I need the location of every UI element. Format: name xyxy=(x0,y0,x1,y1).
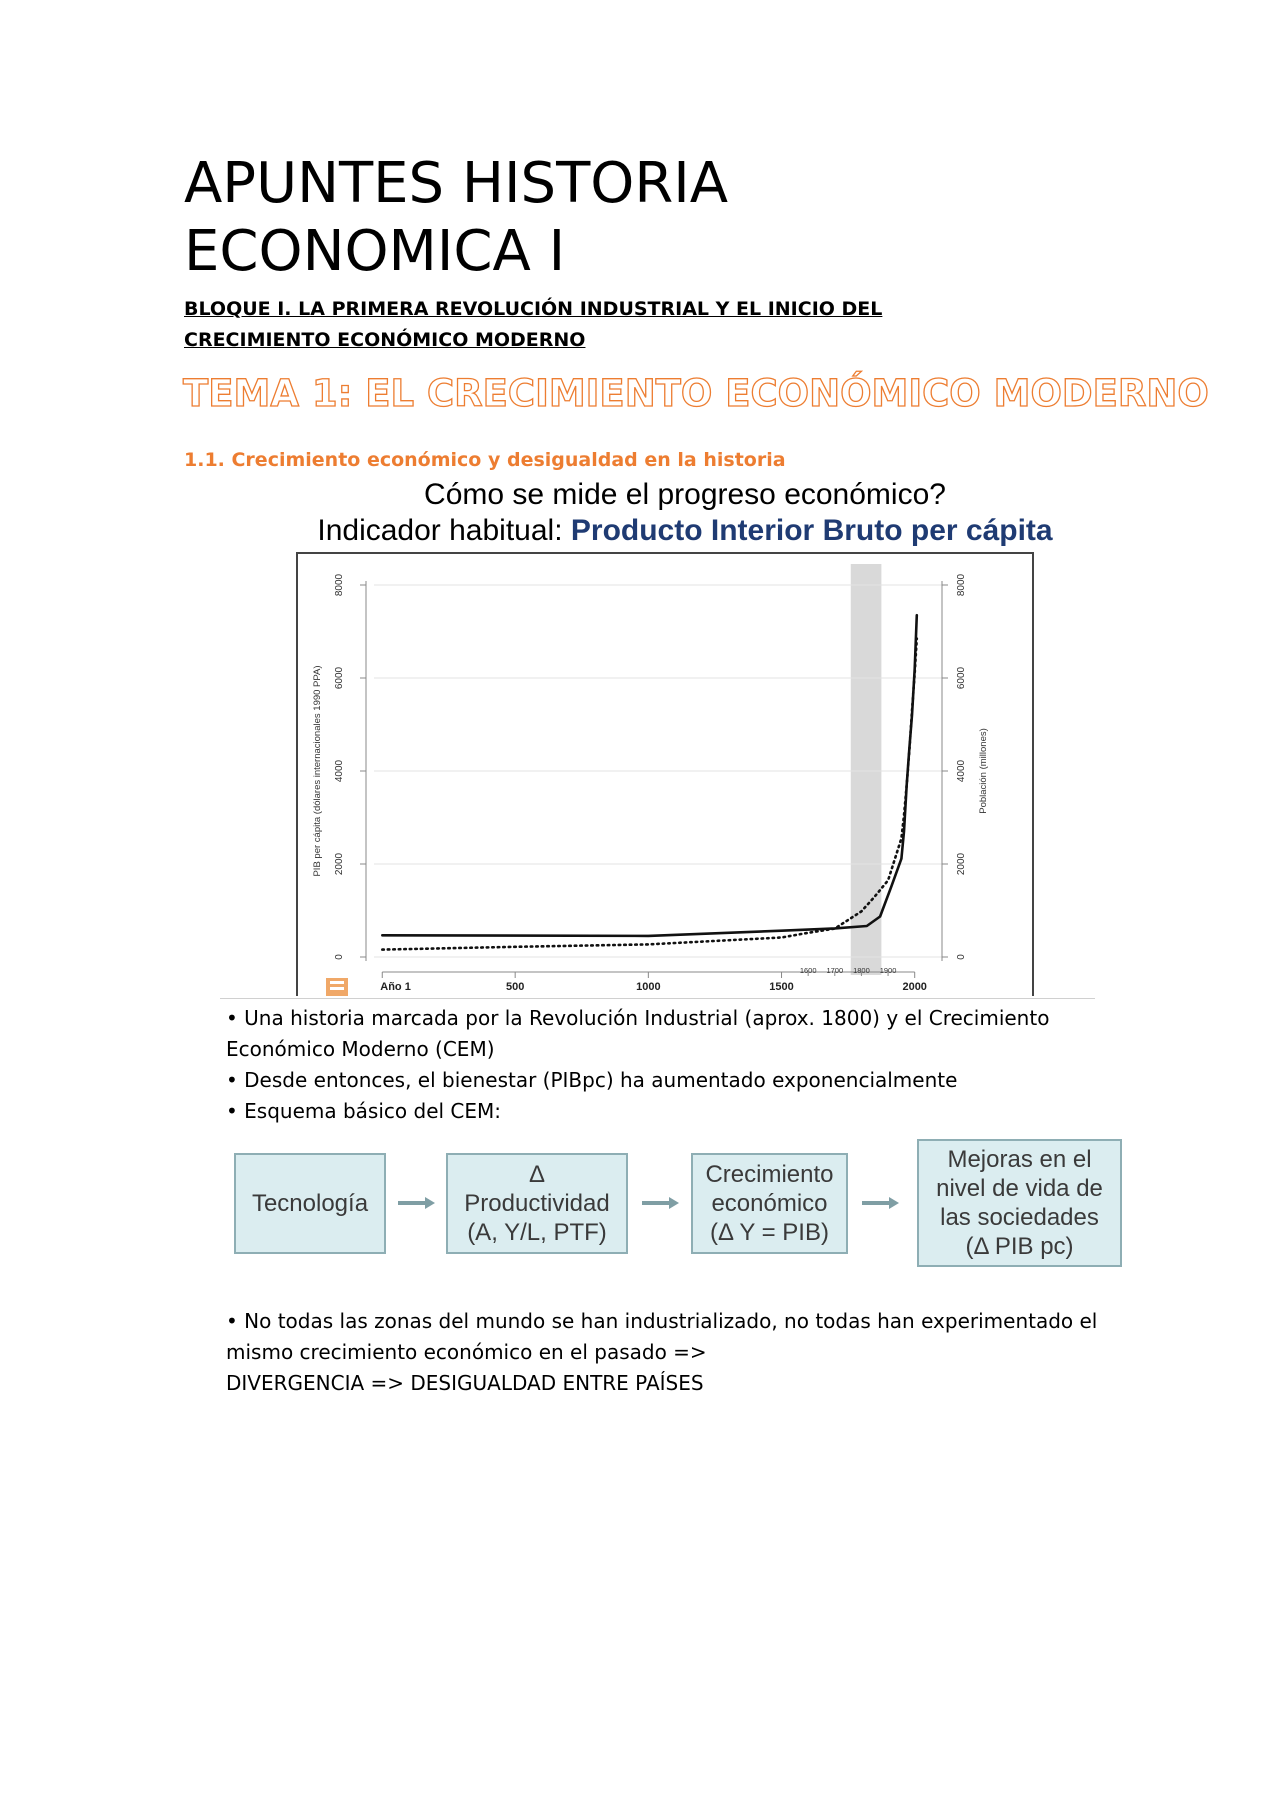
y2-axis-title: Población (millones) xyxy=(978,728,989,814)
flow-box-growth: Crecimiento económico (Δ Y = PIB) xyxy=(691,1153,848,1254)
bullet-list xyxy=(226,1003,1126,1127)
arrow-icon xyxy=(398,1196,436,1210)
chart-frame xyxy=(297,553,1033,996)
gdp-per-capita-chart xyxy=(296,552,1034,996)
y2-tick-label: 6000 xyxy=(956,666,967,690)
figure-question: Cómo se mide el progreso económico? xyxy=(424,478,946,511)
logo-icon-stripe xyxy=(330,987,344,990)
y-tick-label: 2000 xyxy=(334,852,345,876)
x-tick-label: 2000 xyxy=(902,981,927,993)
indicator-prefix: Indicador habitual: xyxy=(317,514,571,547)
flow-box-technology: Tecnología xyxy=(234,1153,386,1254)
bullet-item: • Una historia marcada por la Revolución Industrial (aprox. 1800) y el Crecimiento Económico Moderno (CEM) xyxy=(226,1006,1050,1061)
bullet-item: • Esquema básico del CEM: xyxy=(226,1099,502,1123)
x-minor-tick-label: 1700 xyxy=(826,966,844,975)
series-line-dotted xyxy=(382,639,917,950)
shaded-region xyxy=(851,564,882,975)
figure-indicator xyxy=(260,514,1110,548)
bullet-item: • No todas las zonas del mundo se han industrializado, no todas han experimentado el mismo crecimiento económico en el pasado => xyxy=(226,1309,1098,1364)
y-axis-title: PIB per cápita (dólares internacionales 1990 PPA) xyxy=(312,665,323,877)
y-tick-label: 0 xyxy=(334,954,345,960)
x-minor-tick-label: 1600 xyxy=(799,966,817,975)
x-tick-label: Año 1 xyxy=(380,981,411,993)
tema-title: TEMA 1: EL CRECIMIENTO ECONÓMICO MODERNO xyxy=(183,372,1209,415)
y2-tick-label: 4000 xyxy=(956,759,967,783)
figure-divider xyxy=(220,998,1095,999)
y2-tick-label: 2000 xyxy=(956,852,967,876)
title-line-2: ECONOMICA I xyxy=(184,219,566,284)
indicator-accent: Producto Interior Bruto per cápita xyxy=(570,514,1053,547)
y-tick-label: 8000 xyxy=(334,573,345,597)
y2-tick-label: 8000 xyxy=(956,573,967,597)
arrow-icon xyxy=(642,1196,680,1210)
bullet-item: • Desde entonces, el bienestar (PIBpc) ha aumentado exponencialmente xyxy=(226,1068,958,1092)
x-tick-label: 1500 xyxy=(769,981,794,993)
series-line-solid xyxy=(382,615,917,936)
subsection-heading: 1.1. Crecimiento económico y desigualdad en la historia xyxy=(184,449,786,471)
x-minor-tick-label: 1800 xyxy=(853,966,870,975)
y-tick-label: 6000 xyxy=(334,666,345,690)
bullet-list-after xyxy=(226,1306,1126,1399)
flow-box-living-standards: Mejoras en el nivel de vida de las sociedades (Δ PIB pc) xyxy=(917,1139,1122,1267)
page-title xyxy=(184,150,1084,286)
flow-box-productivity: Δ Productividad (A, Y/L, PTF) xyxy=(446,1153,628,1254)
y2-tick-label: 0 xyxy=(956,954,967,960)
y-tick-label: 4000 xyxy=(334,759,345,783)
block-title: BLOQUE I. LA PRIMERA REVOLUCIÓN INDUSTRIAL Y EL INICIO DEL CRECIMIENTO ECONÓMICO MODERNO xyxy=(184,298,883,351)
logo-icon-stripe xyxy=(330,981,344,984)
arrow-icon xyxy=(862,1196,900,1210)
title-line-1: APUNTES HISTORIA xyxy=(184,151,729,216)
x-tick-label: 1000 xyxy=(636,981,661,993)
divergence-line: DIVERGENCIA => DESIGUALDAD ENTRE PAÍSES xyxy=(226,1371,704,1395)
x-tick-label: 500 xyxy=(505,981,525,993)
x-minor-tick-label: 1900 xyxy=(879,966,897,975)
